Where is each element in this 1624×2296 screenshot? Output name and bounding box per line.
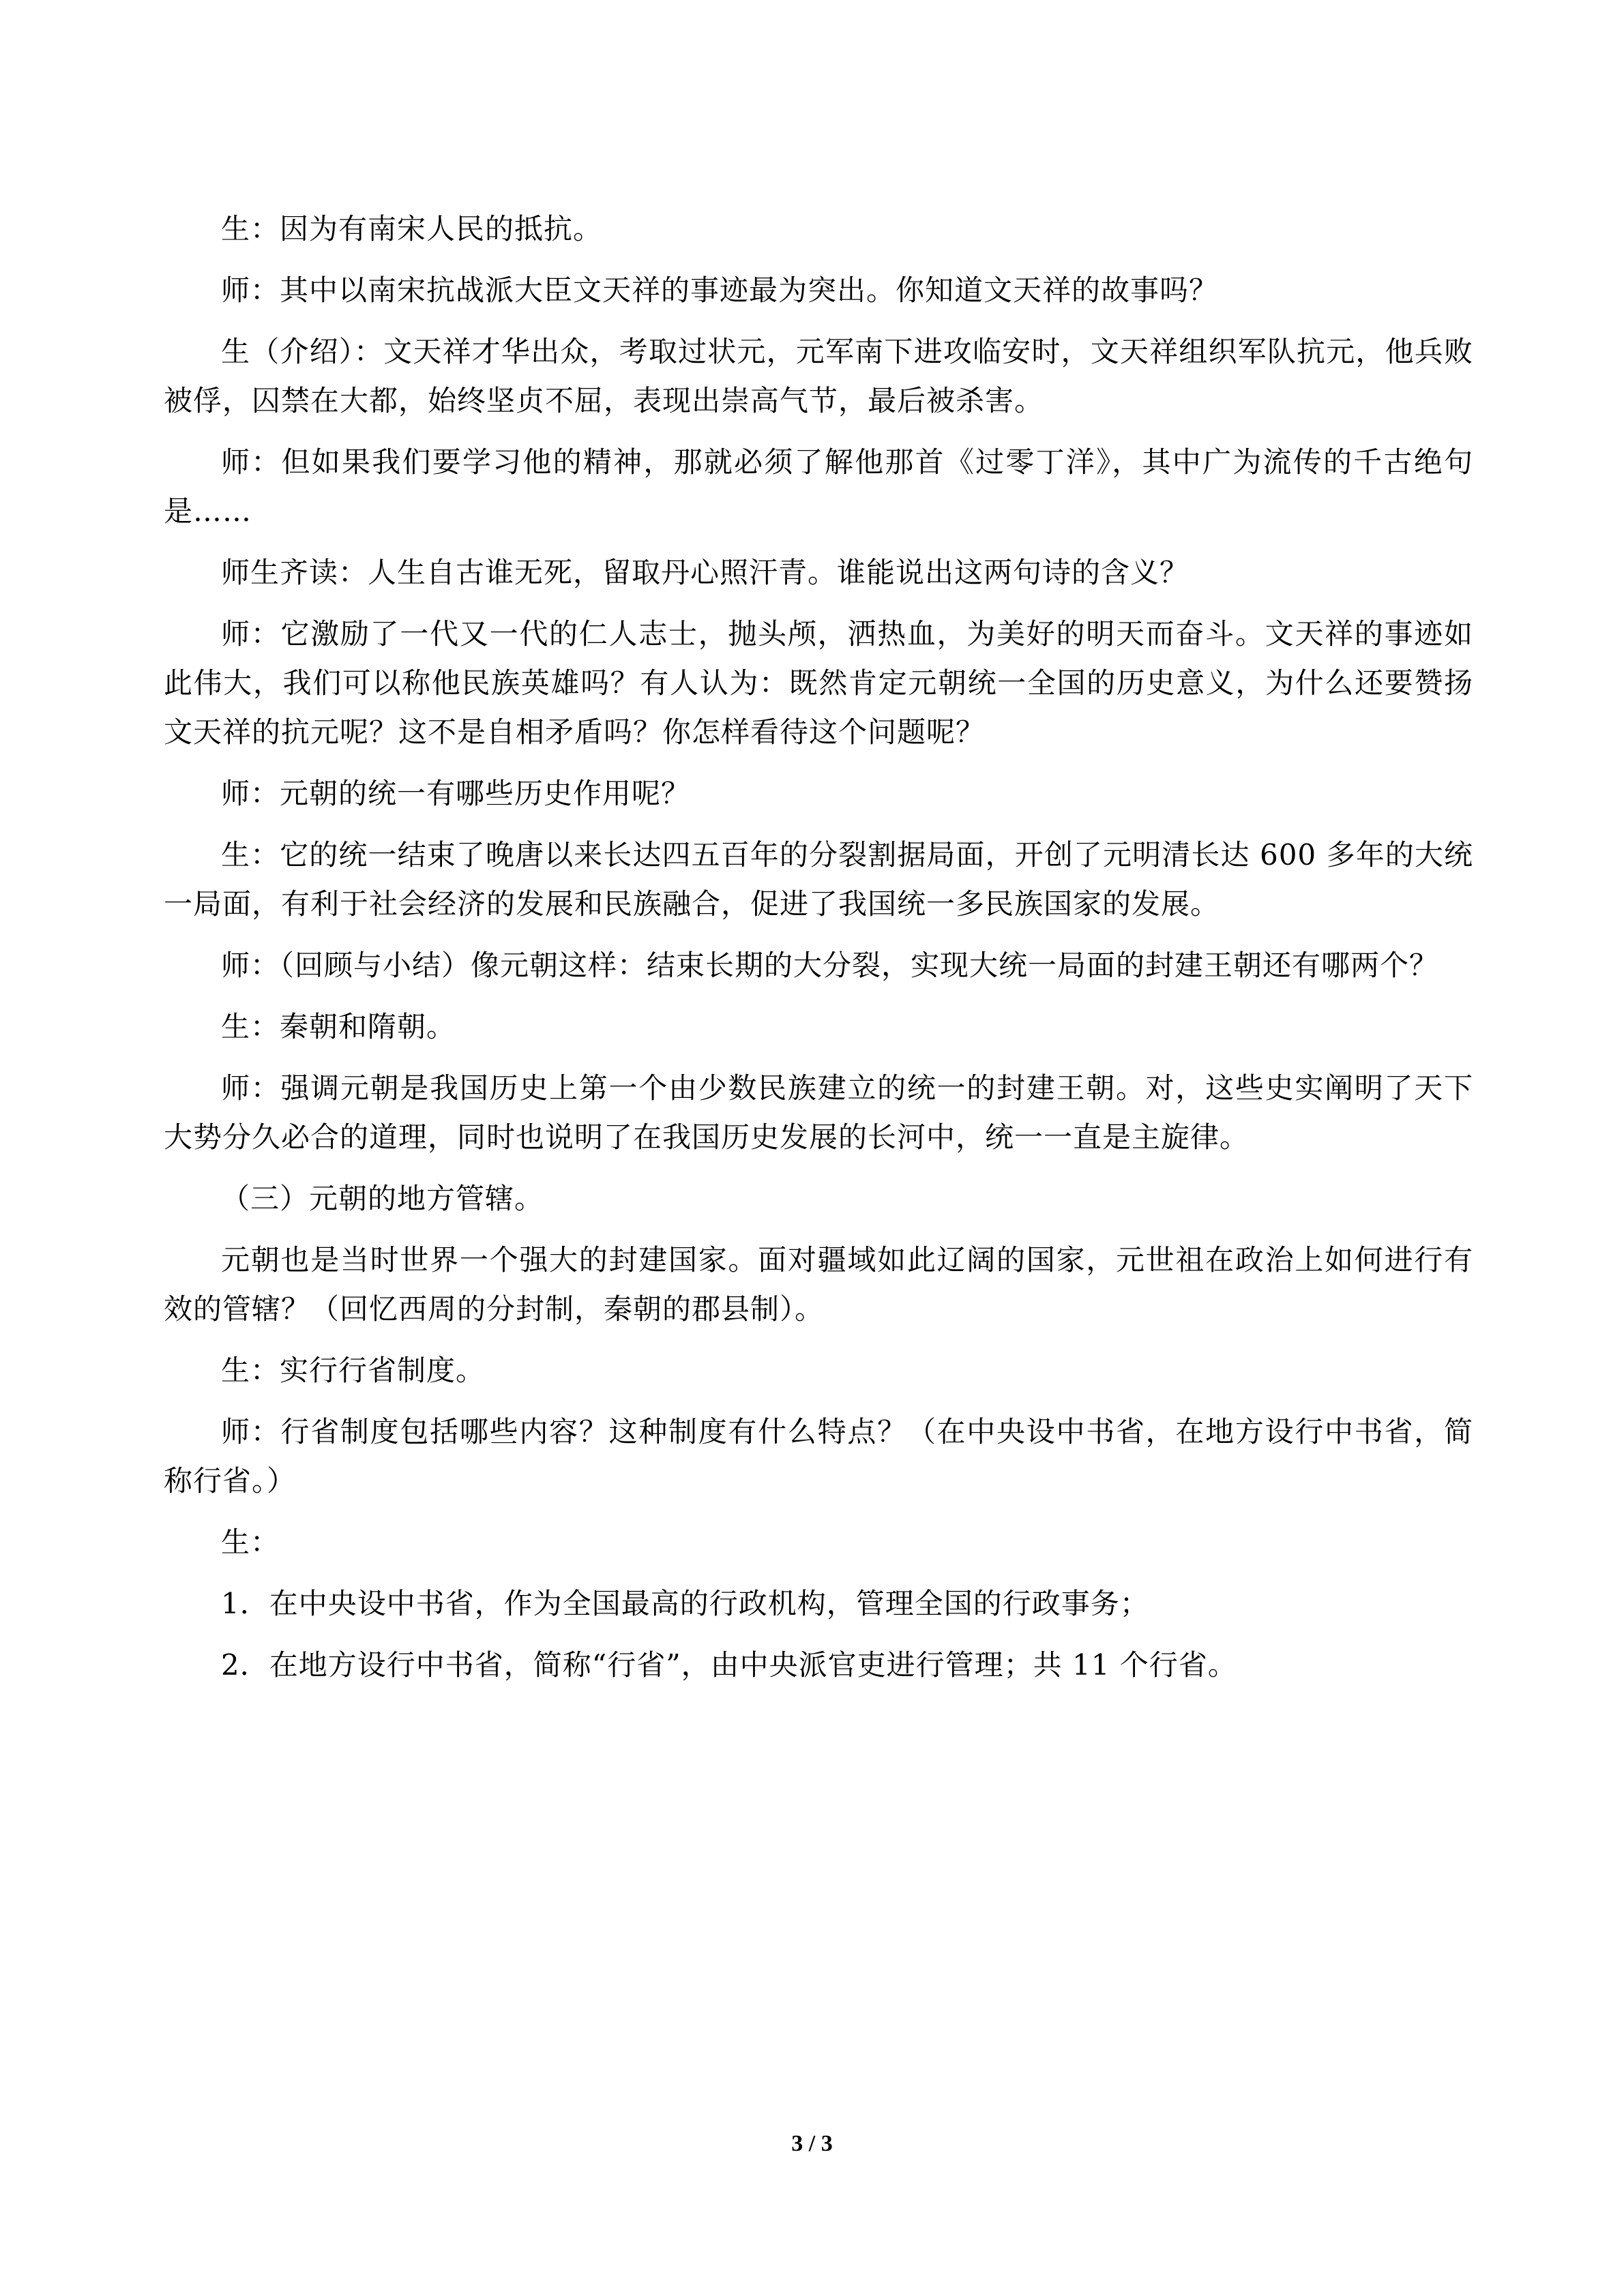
list-item: 2．在地方设行中书省，简称“行省”，由中央派官吏进行管理；共 11 个行省。 xyxy=(221,1648,1237,1682)
paragraph: 生：秦朝和隋朝。 xyxy=(221,1010,456,1043)
paragraph: 师：它激励了一代又一代的仁人志士，抛头颅，洒热血，为美好的明天而奋斗。文天祥的事迹如此伟大，我们可以称他民族英雄吗？有人认为：既然肯定元朝统一全国的历史意义，为什么还要赞扬文天祥的抗元呢？这不是自相矛盾吗？你怎样看待这个问题呢？ xyxy=(164,617,1473,749)
paragraph: 生（介绍）：文天祥才华出众，考取过状元，元军南下进攻临安时，文天祥组织军队抗元，他兵败被俘，囚禁在大都，始终坚贞不屈，表现出崇高气节，最后被杀害。 xyxy=(164,335,1473,417)
paragraph: 师：元朝的统一有哪些历史作用呢？ xyxy=(221,777,691,810)
page-number: 3 / 3 xyxy=(791,2131,833,2156)
document-body xyxy=(164,205,1473,1702)
section-heading: （三）元朝的地方管辖。 xyxy=(221,1182,544,1215)
paragraph: 生：它的统一结束了晚唐以来长达四五百年的分裂割据局面，开创了元明清长达 600 多年的大统一局面，有利于社会经济的发展和民族融合，促进了我国统一多民族国家的发展。 xyxy=(164,838,1473,921)
paragraph: 生：因为有南宋人民的抵抗。 xyxy=(221,212,603,245)
paragraph: 师：行省制度包括哪些内容？这种制度有什么特点？（在中央设中书省，在地方设行中书省，简称行省。） xyxy=(164,1415,1473,1497)
paragraph: 师：（回顾与小结）像元朝这样：结束长期的大分裂，实现大统一局面的封建王朝还有哪两个？ xyxy=(221,949,1439,982)
paragraph: 师生齐读：人生自古谁无死，留取丹心照汗青。谁能说出这两句诗的含义？ xyxy=(221,556,1190,589)
paragraph: 师：其中以南宋抗战派大臣文天祥的事迹最为突出。你知道文天祥的故事吗？ xyxy=(221,273,1219,307)
paragraph: 生：实行行省制度。 xyxy=(221,1354,486,1387)
paragraph: 师：强调元朝是我国历史上第一个由少数民族建立的统一的封建王朝。对，这些史实阐明了天下大势分久必合的道理，同时也说明了在我国历史发展的长河中，统一一直是主旋律。 xyxy=(164,1071,1473,1154)
paragraph: 元朝也是当时世界一个强大的封建国家。面对疆域如此辽阔的国家，元世祖在政治上如何进行有效的管辖？（回忆西周的分封制，秦朝的郡县制）。 xyxy=(164,1243,1473,1326)
list-item: 1．在中央设中书省，作为全国最高的行政机构，管理全国的行政事务； xyxy=(221,1587,1149,1620)
paragraph: 生： xyxy=(221,1525,280,1559)
paragraph: 师：但如果我们要学习他的精神，那就必须了解他那首《过零丁洋》，其中广为流传的千古绝句是…… xyxy=(164,445,1473,528)
